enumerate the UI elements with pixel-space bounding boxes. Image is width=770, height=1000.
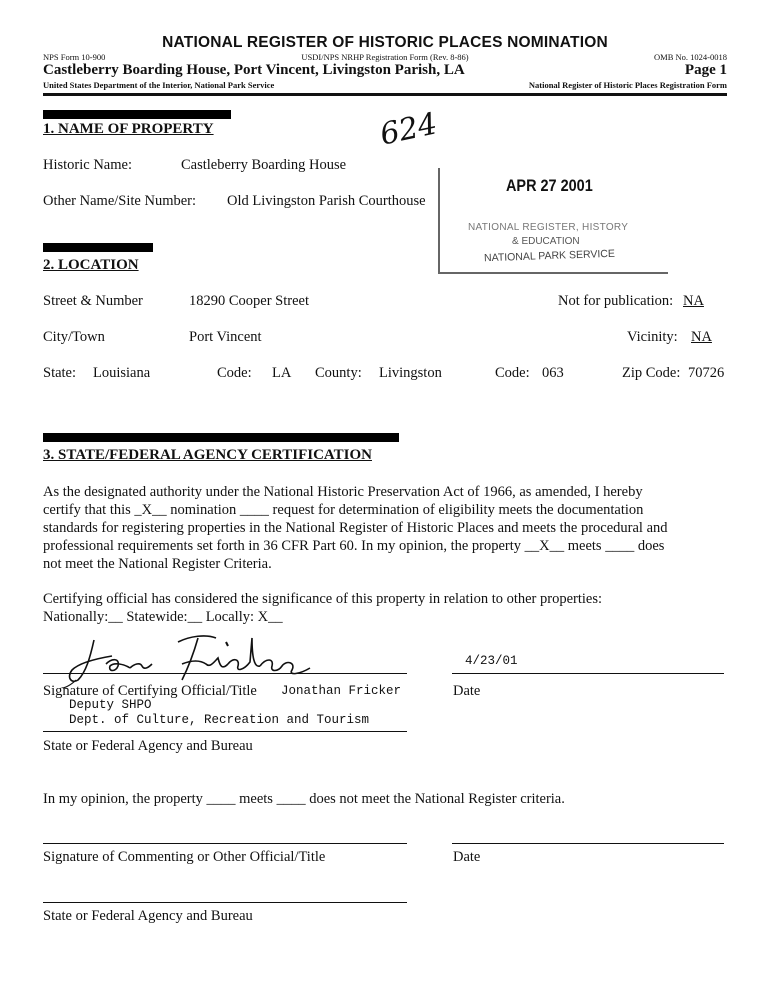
comment-date-label: Date xyxy=(453,849,481,865)
form-label: National Register of Historic Places Registration Form xyxy=(528,80,727,90)
stamp-line-1: NATIONAL REGISTER, HISTORY xyxy=(468,222,629,233)
agency-line-2 xyxy=(43,902,407,903)
street-label: Street & Number xyxy=(43,293,143,309)
significance-statement xyxy=(43,590,602,626)
section-1-heading: 1. NAME OF PROPERTY xyxy=(43,121,214,137)
certifying-date-value: 4/23/01 xyxy=(465,654,518,668)
state-label: State: xyxy=(43,365,77,381)
city-label: City/Town xyxy=(43,329,105,345)
state-code-value: LA xyxy=(272,365,292,381)
department-line: United States Department of the Interior, National Park Service xyxy=(43,80,275,90)
county-label: County: xyxy=(315,365,362,381)
historic-name-value: Castleberry Boarding House xyxy=(181,157,347,173)
street-value: 18290 Cooper Street xyxy=(189,293,310,309)
not-for-publication-label: Not for publication: xyxy=(558,293,674,309)
handwritten-number: 624 xyxy=(376,106,441,153)
county-value: Livingston xyxy=(379,365,442,381)
state-code-label: Code: xyxy=(217,365,252,381)
omb-number: OMB No. 1024-0018 xyxy=(654,52,727,62)
property-line: Castleberry Boarding House, Port Vincent, Livingston Parish, LA xyxy=(43,62,465,78)
comment-date-line xyxy=(452,843,724,844)
form-number: NPS Form 10-900 xyxy=(43,52,106,62)
paragraph-line: standards for registering properties in the National Register of Historic Places and meets the procedural and xyxy=(43,520,668,536)
date-label: Date xyxy=(453,683,481,699)
form-name: USDI/NPS NRHP Registration Form (Rev. 8-86) xyxy=(301,52,469,62)
page-number: Page 1 xyxy=(684,62,727,78)
agency-label: State or Federal Agency and Bureau xyxy=(43,738,253,754)
historic-name-label: Historic Name: xyxy=(43,157,132,173)
handwritten-signature xyxy=(60,628,320,688)
agency-line xyxy=(43,731,407,732)
paragraph-line: not meet the National Register Criteria. xyxy=(43,556,272,572)
certifying-signature-line xyxy=(43,673,407,674)
significance-line: Certifying official has considered the significance of this property in relation to other properties: xyxy=(43,591,603,607)
paragraph-line: professional requirements set forth in 36 CFR Part 60. In my opinion, the property __X__ meets ____ does xyxy=(43,538,665,554)
comment-signature-label: Signature of Commenting or Other Official/Title xyxy=(43,849,326,865)
state-value: Louisiana xyxy=(93,365,151,381)
other-name-label: Other Name/Site Number: xyxy=(43,193,197,209)
paragraph-line: As the designated authority under the National Historic Preservation Act of 1966, as amended, I hereby xyxy=(43,484,643,500)
vicinity-value: NA xyxy=(691,329,712,345)
received-stamp xyxy=(438,108,668,276)
certification-paragraph xyxy=(43,483,668,573)
stamp-date: APR 27 2001 xyxy=(506,176,593,195)
section-bar-2 xyxy=(43,243,153,252)
city-value: Port Vincent xyxy=(189,329,262,345)
county-code-value: 063 xyxy=(542,365,564,381)
zip-value: 70726 xyxy=(688,365,725,381)
section-bar-3 xyxy=(43,433,399,442)
official-department: Dept. of Culture, Recreation and Tourism xyxy=(69,713,370,727)
official-title: Deputy SHPO xyxy=(69,698,152,712)
section-2-heading: 2. LOCATION xyxy=(43,257,139,273)
section-bar-1 xyxy=(43,110,231,119)
form-title: NATIONAL REGISTER OF HISTORIC PLACES NOMINATION xyxy=(162,34,608,51)
certifying-date-line xyxy=(452,673,724,674)
other-name-value: Old Livingston Parish Courthouse xyxy=(227,193,426,209)
vicinity-label: Vicinity: xyxy=(627,329,678,345)
not-for-publication-value: NA xyxy=(683,293,704,309)
opinion-statement: In my opinion, the property ____ meets ____ does not meet the National Register criteria. xyxy=(43,791,565,807)
agency-label-2: State or Federal Agency and Bureau xyxy=(43,908,253,924)
county-code-label: Code: xyxy=(495,365,530,381)
header-rule xyxy=(43,93,727,96)
section-3-heading: 3. STATE/FEDERAL AGENCY CERTIFICATION xyxy=(43,447,372,463)
paragraph-line: certify that this _X__ nomination ____ request for determination of eligibility meets the documentation xyxy=(43,502,644,518)
stamp-line-3: NATIONAL PARK SERVICE xyxy=(483,247,616,265)
signature-label: Signature of Certifying Official/Title xyxy=(43,683,257,699)
stamp-line-2: & EDUCATION xyxy=(512,236,580,247)
significance-levels: Nationally:__ Statewide:__ Locally: X__ xyxy=(43,609,283,625)
official-name: Jonathan Fricker xyxy=(281,684,402,698)
zip-label: Zip Code: xyxy=(622,365,681,381)
comment-signature-line xyxy=(43,843,407,844)
